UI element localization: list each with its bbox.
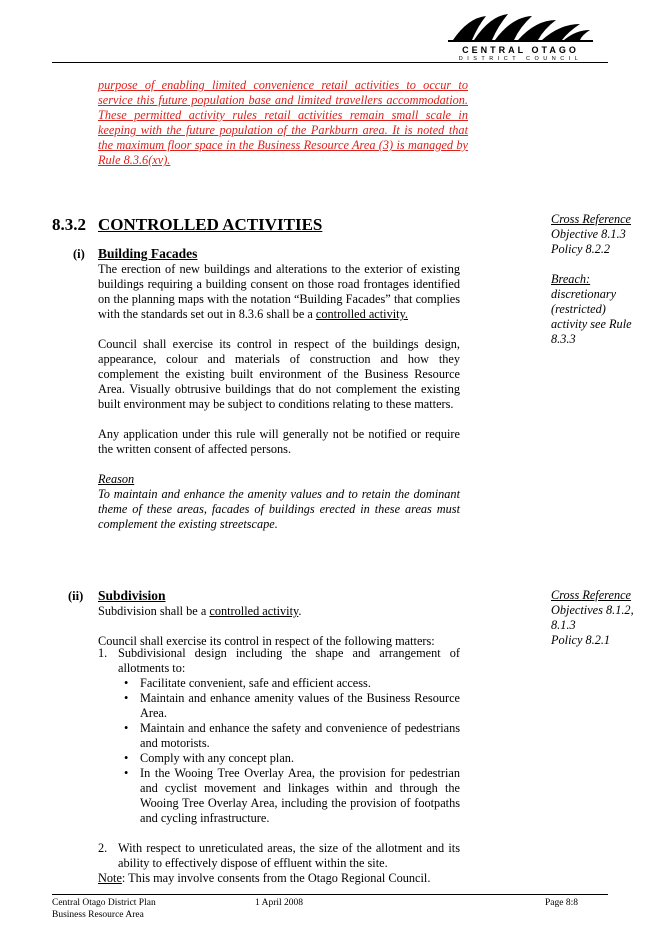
subsection-title: Building Facades xyxy=(98,246,198,261)
matters-list xyxy=(98,646,460,886)
footer-section-name: Business Resource Area xyxy=(52,910,144,920)
subdivision-body xyxy=(98,604,460,649)
list-item: • In the Wooing Tree Overlay Area, the provision for pedestrian and cyclist movement and linkages within and through the Wooing Tree Overlay Area, including the provision of footpaths and cycling infrastructure. xyxy=(118,766,460,826)
list-text: With respect to unreticulated areas, the size of the allotment and its ability to effectively dispose of effluent within the site. xyxy=(118,841,460,870)
breach-line: discretionary xyxy=(551,287,617,301)
paragraph-text: The erection of new buildings and alterations to the exterior of existing buildings requiring a building consent on those road frontages identified on the planning maps with the notation “Building Facades” that complies with the standards set out in 8.3.6 shall be a xyxy=(98,262,460,321)
sidebar-line: 8.1.3 xyxy=(551,618,576,632)
footer-left xyxy=(52,897,156,921)
subsection-title: Subdivision xyxy=(98,588,166,603)
intro-amended-text: purpose of enabling limited convenience retail activities to occur to service this future population base and limited travellers accommodation. These permitted activity rules retail activities remain small scale in keeping with the future population of the Parkburn area. It is noted that the maximum floor space in the Business Resource Area (3) is managed by Rule 8.3.6(xv). xyxy=(98,78,468,167)
subsection-number: (ii) xyxy=(68,589,84,603)
sidebar-line: Objectives 8.1.2, xyxy=(551,603,634,617)
paragraph: Any application under this rule will generally not be notified or require the written consent of affected persons. xyxy=(98,427,460,456)
mountains-logo-icon xyxy=(448,12,593,42)
logo-text-central-otago: CENTRAL OTAGO xyxy=(462,45,579,55)
note-label: Note xyxy=(98,871,122,885)
footer-rule xyxy=(52,894,608,895)
reason-text: To maintain and enhance the amenity values and to retain the dominant theme of these areas, facades of buildings erected in these areas must complement the existing streetscape. xyxy=(98,487,460,531)
list-item: • Maintain and enhance amenity values of the Business Resource Area. xyxy=(118,691,460,721)
paragraph: Council shall exercise its control in respect of the buildings design, appearance, colour and materials of construction and how they complement the existing built environment of the Business Resource Area. Visually obtrusive buildings that do not complement the existing built environment may be subject to conditions relating to these matters. xyxy=(98,337,460,411)
breach-line: 8.3.3 xyxy=(551,332,576,346)
paragraph: Council shall exercise its control in respect of the following matters: xyxy=(98,634,435,648)
controlled-activity-link: controlled activity. xyxy=(315,307,408,321)
bullet-list xyxy=(118,676,460,826)
building-facades-body xyxy=(98,262,460,532)
list-item xyxy=(98,646,460,676)
breach-line: (restricted) xyxy=(551,302,606,316)
sidebar-line: Policy 8.2.1 xyxy=(551,633,611,647)
footer-date: 1 April 2008 xyxy=(255,898,304,908)
section-title: CONTROLLED ACTIVITIES xyxy=(98,215,323,234)
list-item: • Facilitate convenient, safe and efficient access. xyxy=(118,676,460,691)
sidebar-line: Policy 8.2.2 xyxy=(551,242,611,256)
sidebar-heading: Cross Reference xyxy=(551,212,632,226)
paragraph xyxy=(98,262,460,322)
note xyxy=(98,871,460,886)
sidebar-cross-reference-1 xyxy=(551,212,643,347)
list-number: 1. xyxy=(98,646,108,660)
list-text: Subdivisional design including the shape and arrangement of allotments to: xyxy=(118,646,460,675)
subsection-number: (i) xyxy=(73,247,85,261)
paragraph-text: . xyxy=(298,604,302,618)
note-text: : This may involve consents from the Otago Regional Council. xyxy=(121,871,431,885)
list-item: • Comply with any concept plan. xyxy=(118,751,460,766)
footer-plan-name: Central Otago District Plan xyxy=(52,898,156,908)
sidebar-heading: Cross Reference xyxy=(551,588,632,602)
logo-text-district-council: DISTRICT COUNCIL xyxy=(458,56,583,62)
list-number: 2. xyxy=(98,841,108,855)
section-number: 8.3.2 xyxy=(52,215,86,234)
header-rule xyxy=(52,62,608,63)
paragraph xyxy=(98,604,460,619)
list-item: • Maintain and enhance the safety and convenience of pedestrians and motorists. xyxy=(118,721,460,751)
council-logo xyxy=(448,12,593,62)
footer-page-number: Page 8:8 xyxy=(545,898,578,908)
sidebar-cross-reference-2 xyxy=(551,588,643,648)
breach-heading: Breach: xyxy=(551,272,591,286)
breach-line: activity see Rule xyxy=(551,317,632,331)
sidebar-line: Objective 8.1.3 xyxy=(551,227,626,241)
reason-heading: Reason xyxy=(98,472,135,486)
controlled-activity-link: controlled activity xyxy=(209,604,299,618)
list-item xyxy=(98,841,460,871)
paragraph-text: Subdivision shall be a xyxy=(98,604,210,618)
